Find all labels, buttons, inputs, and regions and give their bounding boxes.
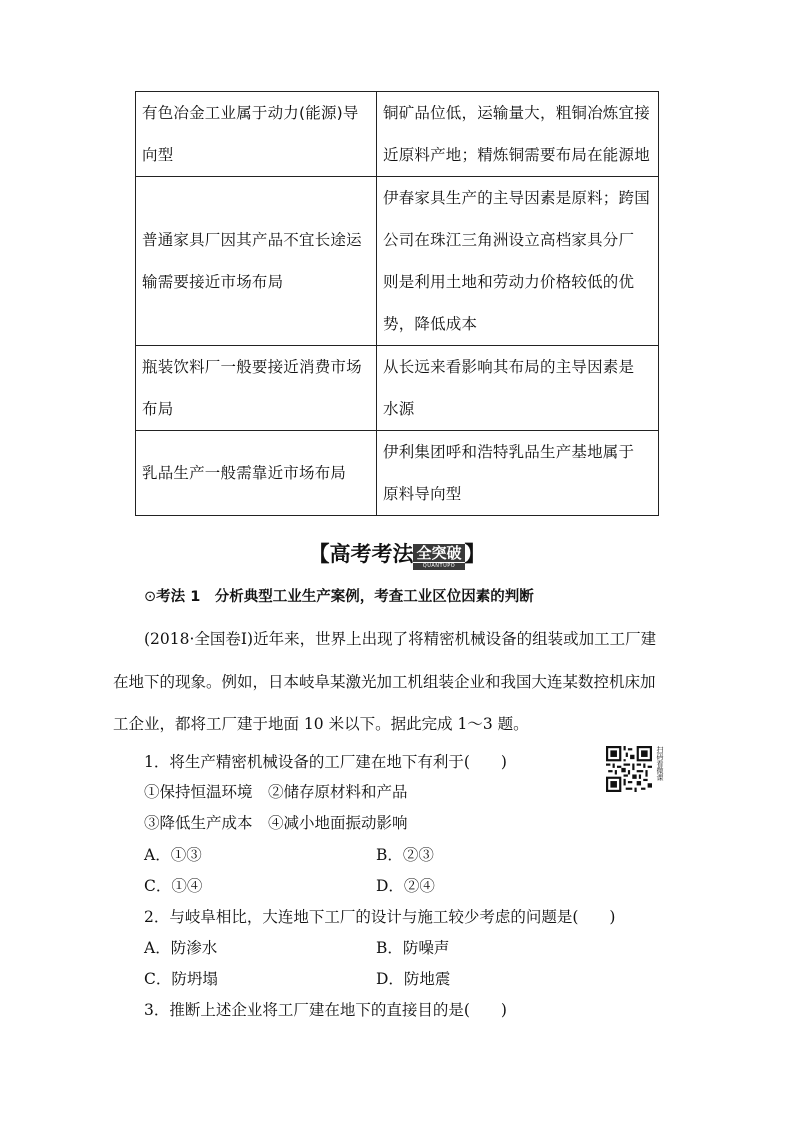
table-row (136, 431, 659, 516)
section-badge (413, 544, 464, 569)
option-d: D．防地震 (376, 970, 451, 988)
question-stem: 1．将生产精密机械设备的工厂建在地下有利于( ) (144, 753, 507, 771)
cell-line: 则是利用土地和劳动力价格较低的优 (383, 273, 635, 291)
cell-line: 势，降低成本 (383, 315, 478, 333)
qr-code-icon (606, 746, 652, 792)
intro-line: 工企业，都将工厂建于地面 10 米以下。据此完成 1～3 题。 (113, 715, 529, 733)
cell-line: 有色冶金工业属于动力(能源)导 (142, 104, 359, 122)
intro-line: 在地下的现象。例如，日本岐阜某激光加工机组装企业和我国大连某数控机床加 (113, 673, 656, 691)
section-title-close: 】 (464, 542, 486, 566)
section-title-text: 【高考考法 (308, 542, 414, 566)
table-cell (377, 177, 659, 346)
table-cell (377, 431, 659, 516)
cell-line: 近原料产地；精炼铜需要布局在能源地 (383, 146, 650, 164)
cell-line: 布局 (142, 400, 174, 418)
question-stem: 2．与岐阜相比，大连地下工厂的设计与施工较少考虑的问题是( ) (144, 908, 616, 926)
table-cell (136, 92, 377, 177)
table-cell (136, 177, 377, 346)
table-cell (377, 346, 659, 431)
kaofa-heading (144, 585, 534, 606)
table-row (136, 177, 659, 346)
kaofa-text: 考法 1 分析典型工业生产案例，考查工业区位因素的判断 (156, 589, 534, 605)
table-cell (136, 431, 377, 516)
factor-table (135, 91, 659, 516)
cell-line: 向型 (142, 146, 174, 164)
option-c: C．防坍塌 (144, 970, 218, 988)
cell-line: 乳品生产一般需靠近市场布局 (142, 464, 347, 482)
table-cell (136, 346, 377, 431)
cell-line: 原料导向型 (383, 485, 462, 503)
cell-line: 公司在珠江三角洲设立高档家具分厂 (383, 231, 635, 249)
kaofa-mark-icon: ⊙ (144, 589, 157, 605)
section-title (0, 538, 794, 568)
cell-line: 瓶装饮料厂一般要接近消费市场 (142, 358, 362, 376)
qr-label: 扫码看微课 (656, 746, 664, 781)
option-b: B．②③ (376, 846, 434, 864)
cell-line: 伊春家具生产的主导因素是原料；跨国 (383, 189, 650, 207)
option-a: A．①③ (144, 846, 202, 864)
option-a: A．防渗水 (144, 939, 218, 957)
intro-line: (2018·全国卷Ⅰ)近年来，世界上出现了将精密机械设备的组装或加工工厂建 (144, 630, 657, 648)
cell-line: 从长远来看影响其布局的主导因素是 (383, 358, 635, 376)
cell-line: 水源 (383, 400, 415, 418)
statement-line: ③降低生产成本 ④减小地面振动影响 (144, 814, 408, 832)
table-row (136, 92, 659, 177)
cell-line: 输需要接近市场布局 (142, 273, 284, 291)
option-c: C．①④ (144, 877, 203, 895)
cell-line: 伊利集团呼和浩特乳品生产基地属于 (383, 443, 635, 461)
option-d: D．②④ (376, 877, 435, 895)
badge-text: 全突破 (416, 544, 462, 562)
cell-line: 铜矿品位低，运输量大，粗铜冶炼宜接 (383, 104, 650, 122)
statement-line: ①保持恒温环境 ②储存原材料和产品 (144, 783, 408, 801)
question-stem: 3．推断上述企业将工厂建在地下的直接目的是( ) (144, 1001, 507, 1019)
cell-line: 普通家具厂因其产品不宜长途运 (142, 231, 362, 249)
option-b: B．防噪声 (376, 939, 450, 957)
badge-subtext: QUANTUPO (413, 563, 464, 570)
table-cell (377, 92, 659, 177)
table-row (136, 346, 659, 431)
